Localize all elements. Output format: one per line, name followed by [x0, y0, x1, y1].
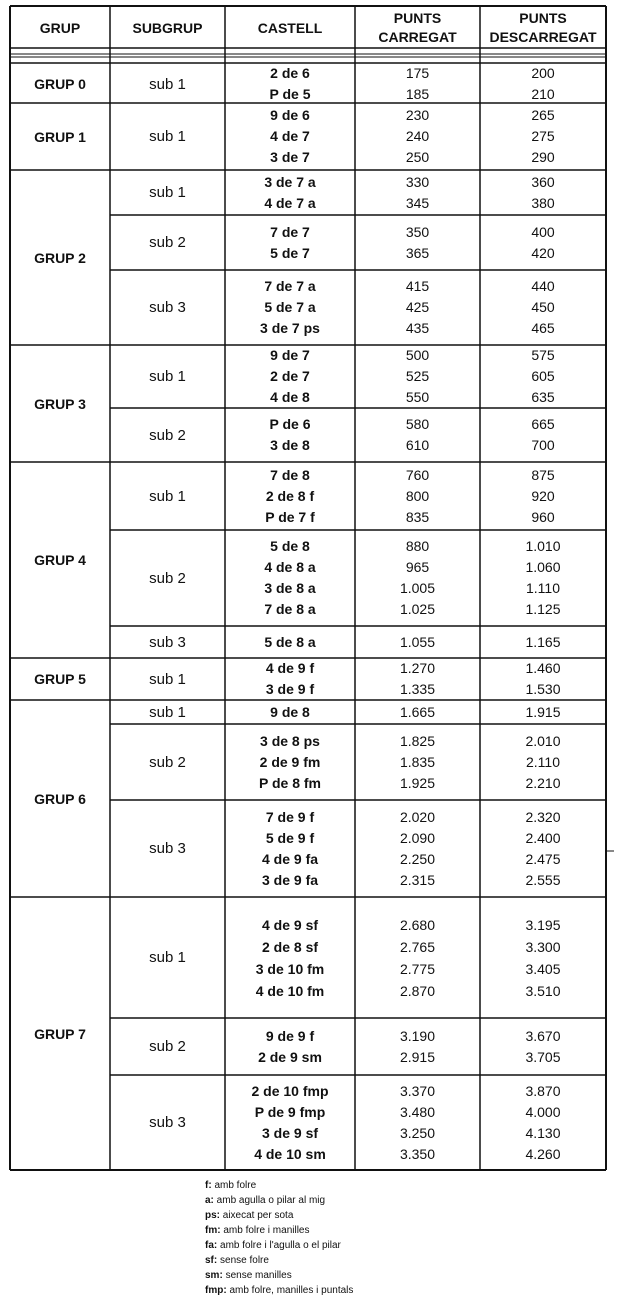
header-descarregat-line-1: PUNTS: [519, 10, 567, 26]
subgroup-cell: [110, 800, 225, 897]
points-carregat: 230: [405, 107, 430, 123]
points-descarregat: 1.125: [525, 601, 561, 617]
subgroup-cell: [110, 1075, 225, 1170]
subgroup-label: sub 1: [149, 128, 186, 145]
subgroup-cell: [110, 724, 225, 800]
descarregat-cell: [480, 1018, 606, 1075]
points-carregat: 550: [405, 389, 430, 405]
carregat-cell: [355, 897, 480, 1018]
castell-cell: [225, 345, 355, 408]
subgroup-cell: [110, 345, 225, 408]
points-carregat: 835: [405, 508, 430, 525]
castell-name: 4 de 7 a: [264, 194, 316, 211]
points-descarregat: 440: [531, 278, 555, 294]
points-carregat: 800: [405, 487, 430, 504]
castell-name: P de 7 f: [265, 508, 315, 525]
legend-abbreviation: sm:: [205, 1270, 223, 1281]
subgroup-label: sub 1: [149, 670, 186, 688]
carregat-cell: [355, 724, 480, 800]
subgroup-label: sub 1: [149, 184, 186, 201]
carregat-cell: [355, 408, 480, 462]
castell-name: 2 de 8 sf: [261, 938, 319, 955]
castell-name: 4 de 9 f: [265, 660, 315, 676]
castell-name: 2 de 9 sm: [258, 1048, 322, 1065]
legend-entry: [205, 1238, 353, 1253]
descarregat-cell: [480, 270, 606, 345]
carregat-cell: [355, 170, 480, 215]
points-carregat: 525: [405, 368, 430, 384]
points-descarregat: 420: [531, 244, 555, 261]
castell-name: 9 de 7: [270, 347, 310, 363]
legend-abbreviation: a:: [205, 1195, 214, 1206]
abbreviation-legend: [205, 1178, 353, 1298]
castell-name: 4 de 7: [270, 128, 310, 144]
subgroup-label: sub 2: [149, 1038, 186, 1055]
points-carregat: 1.665: [399, 703, 436, 720]
points-carregat: 1.835: [399, 753, 436, 770]
subgroup-cell: [110, 462, 225, 530]
subgroup-label: sub 1: [149, 949, 186, 966]
points-carregat: 880: [405, 538, 430, 554]
points-descarregat: 4.130: [525, 1124, 561, 1141]
castell-name: 3 de 8: [270, 437, 310, 453]
descarregat-cell: [480, 658, 606, 700]
group-label: GRUP 1: [34, 128, 86, 145]
header-grup-label: GRUP: [39, 19, 81, 36]
points-descarregat: 920: [531, 487, 555, 504]
subgroup-label: sub 1: [149, 703, 186, 721]
points-carregat: 965: [405, 559, 430, 575]
points-descarregat: 960: [531, 508, 555, 525]
points-carregat: 3.370: [399, 1082, 436, 1099]
castell-name: P de 6: [269, 416, 311, 432]
castell-name: 2 de 9 fm: [259, 753, 321, 770]
points-carregat: 240: [405, 128, 430, 144]
group-cell: [10, 700, 110, 897]
descarregat-cell: [480, 103, 606, 170]
castell-name: 9 de 8: [270, 703, 310, 720]
group-cell: [10, 897, 110, 1170]
descarregat-cell: [480, 800, 606, 897]
castell-name: 3 de 9 fa: [261, 871, 319, 888]
points-descarregat: 210: [531, 86, 555, 102]
points-descarregat: 1.165: [525, 633, 561, 650]
points-descarregat: 2.320: [525, 808, 561, 825]
points-carregat: 500: [405, 347, 430, 363]
castell-name: 2 de 6: [270, 65, 310, 81]
points-carregat: 415: [405, 278, 430, 294]
header-subgrup: [110, 8, 225, 48]
castell-cell: [225, 1075, 355, 1170]
legend-description: amb folre i manilles: [220, 1225, 310, 1236]
castell-cell: [225, 103, 355, 170]
points-carregat: 2.765: [399, 938, 436, 955]
points-descarregat: 1.010: [525, 538, 561, 554]
group-cell: [10, 170, 110, 345]
points-descarregat: 2.475: [525, 850, 561, 867]
descarregat-cell: [480, 345, 606, 408]
group-label: GRUP 6: [34, 790, 86, 807]
points-descarregat: 1.915: [525, 703, 561, 720]
castell-name: 4 de 8 a: [264, 559, 316, 575]
descarregat-cell: [480, 724, 606, 800]
legend-entry: [205, 1223, 353, 1238]
header-castell: [225, 8, 355, 48]
castell-cell: [225, 700, 355, 724]
carregat-cell: [355, 215, 480, 270]
points-descarregat: 1.460: [525, 660, 561, 676]
carregat-cell: [355, 103, 480, 170]
castell-name: 7 de 9 f: [265, 808, 315, 825]
legend-abbreviation: fmp:: [205, 1285, 227, 1296]
legend-abbreviation: fm:: [205, 1225, 221, 1236]
subgroup-cell: [110, 65, 225, 103]
castell-cell: [225, 270, 355, 345]
points-carregat: 175: [405, 65, 430, 81]
castell-cell: [225, 530, 355, 626]
legend-entry: [205, 1253, 353, 1268]
points-descarregat: 2.400: [525, 829, 561, 846]
legend-description: amb agulla o pilar al mig: [213, 1195, 326, 1206]
subgroup-cell: [110, 530, 225, 626]
group-cell: [10, 345, 110, 462]
points-carregat: 185: [405, 86, 430, 102]
points-descarregat: 200: [531, 65, 555, 81]
points-descarregat: 275: [531, 128, 555, 144]
castell-cell: [225, 724, 355, 800]
points-descarregat: 2.110: [526, 753, 560, 770]
points-descarregat: 575: [531, 347, 555, 363]
legend-abbreviation: fa:: [205, 1240, 218, 1251]
group-label: GRUP 5: [34, 671, 86, 687]
points-descarregat: 2.210: [525, 774, 561, 791]
castell-cell: [225, 897, 355, 1018]
points-descarregat: 1.060: [525, 559, 561, 575]
castell-name: 9 de 9 f: [265, 1027, 315, 1044]
castell-cell: [225, 658, 355, 700]
points-descarregat: 3.510: [525, 982, 561, 999]
points-carregat: 250: [405, 149, 430, 165]
points-descarregat: 360: [531, 173, 555, 190]
castell-name: 2 de 8 f: [265, 487, 315, 504]
group-cell: [10, 103, 110, 170]
legend-entry: [205, 1208, 353, 1223]
points-carregat: 350: [405, 223, 430, 240]
legend-description: amb folre, manilles i puntals: [226, 1285, 354, 1296]
group-label: GRUP 0: [34, 76, 86, 92]
group-cell: [10, 658, 110, 700]
header-grup: [10, 8, 110, 48]
subgroup-label: sub 1: [149, 487, 186, 505]
points-descarregat: 450: [531, 299, 555, 315]
subgroup-cell: [110, 170, 225, 215]
castell-cell: [225, 65, 355, 103]
subgroup-cell: [110, 700, 225, 724]
group-label: GRUP 7: [34, 1025, 86, 1042]
points-carregat: 425: [405, 299, 430, 315]
castell-cell: [225, 215, 355, 270]
points-carregat: 580: [405, 416, 430, 432]
castell-name: 3 de 9 sf: [261, 1124, 319, 1141]
castell-cell: [225, 800, 355, 897]
group-cell: [10, 462, 110, 658]
descarregat-cell: [480, 170, 606, 215]
subgroup-cell: [110, 103, 225, 170]
castell-name: 3 de 7 ps: [260, 320, 320, 336]
legend-description: sense manilles: [222, 1270, 292, 1281]
subgroup-label: sub 3: [149, 840, 186, 857]
points-carregat: 3.350: [399, 1145, 436, 1162]
header-punts-descarregat: [480, 8, 606, 48]
group-label: GRUP 2: [34, 249, 86, 266]
subgroup-cell: [110, 897, 225, 1018]
descarregat-cell: [480, 1075, 606, 1170]
subgroup-cell: [110, 1018, 225, 1075]
castell-name: 9 de 6: [270, 107, 310, 123]
castell-name: 5 de 7: [270, 244, 310, 261]
carregat-cell: [355, 1018, 480, 1075]
group-label: GRUP 3: [34, 395, 86, 412]
points-carregat: 2.250: [399, 850, 436, 867]
legend-description: aixecat per sota: [220, 1210, 294, 1221]
points-descarregat: 700: [531, 437, 555, 453]
carregat-cell: [355, 800, 480, 897]
descarregat-cell: [480, 408, 606, 462]
header-subgrup-label: SUBGRUP: [132, 19, 203, 36]
castell-name: 7 de 8 a: [264, 601, 316, 617]
points-descarregat: 265: [531, 107, 555, 123]
subgroup-label: sub 2: [149, 569, 186, 587]
castell-name: 4 de 9 sf: [261, 916, 319, 933]
points-descarregat: 635: [531, 389, 555, 405]
castell-name: 4 de 8: [270, 389, 310, 405]
carregat-cell: [355, 700, 480, 724]
header-descarregat-line-2: DESCARREGAT: [489, 29, 597, 45]
castell-name: 2 de 7: [270, 368, 310, 384]
castell-name: 3 de 10 fm: [255, 960, 325, 977]
points-carregat: 1.825: [399, 732, 436, 749]
points-carregat: 2.020: [399, 808, 436, 825]
castell-cell: [225, 408, 355, 462]
castell-name: 4 de 10 fm: [255, 982, 325, 999]
points-carregat: 3.480: [399, 1103, 436, 1120]
carregat-cell: [355, 270, 480, 345]
subgroup-label: sub 1: [149, 368, 186, 385]
subgroup-cell: [110, 658, 225, 700]
castell-name: 5 de 9 f: [265, 829, 315, 846]
subgroup-label: sub 3: [149, 633, 186, 651]
points-carregat: 330: [405, 173, 430, 190]
points-descarregat: 400: [531, 223, 555, 240]
points-carregat: 610: [405, 437, 430, 453]
subgroup-cell: [110, 626, 225, 658]
castell-name: P de 9 fmp: [254, 1103, 326, 1120]
descarregat-cell: [480, 65, 606, 103]
descarregat-cell: [480, 462, 606, 530]
points-descarregat: 2.555: [525, 871, 561, 888]
castell-name: 7 de 8: [270, 466, 310, 483]
legend-description: sense folre: [217, 1255, 269, 1266]
points-carregat: 2.915: [399, 1048, 436, 1065]
points-descarregat: 465: [531, 320, 555, 336]
points-carregat: 2.870: [399, 982, 436, 999]
castell-name: 5 de 8: [270, 538, 310, 554]
carregat-cell: [355, 1075, 480, 1170]
subgroup-cell: [110, 270, 225, 345]
points-carregat: 2.090: [399, 829, 436, 846]
points-carregat: 1.005: [399, 580, 436, 596]
points-descarregat: 4.000: [525, 1103, 561, 1120]
points-carregat: 1.270: [399, 660, 436, 676]
points-carregat: 1.055: [399, 633, 436, 650]
castell-name: 5 de 8 a: [264, 633, 316, 650]
descarregat-cell: [480, 626, 606, 658]
carregat-cell: [355, 65, 480, 103]
subgroup-label: sub 1: [149, 75, 186, 93]
subgroup-label: sub 2: [149, 234, 186, 251]
castell-name: 7 de 7 a: [264, 278, 316, 294]
castell-name: 4 de 10 sm: [254, 1145, 326, 1162]
castell-cell: [225, 170, 355, 215]
castell-name: 3 de 7 a: [264, 173, 316, 190]
points-carregat: 1.925: [399, 774, 436, 791]
descarregat-cell: [480, 530, 606, 626]
group-cell: [10, 65, 110, 103]
legend-entry: [205, 1268, 353, 1283]
legend-abbreviation: ps:: [205, 1210, 220, 1221]
carregat-cell: [355, 462, 480, 530]
subgroup-cell: [110, 215, 225, 270]
castell-name: 4 de 9 fa: [261, 850, 319, 867]
castell-name: 5 de 7 a: [264, 299, 316, 315]
points-carregat: 435: [405, 320, 430, 336]
descarregat-cell: [480, 215, 606, 270]
points-descarregat: 605: [531, 368, 555, 384]
castell-cell: [225, 626, 355, 658]
points-descarregat: 380: [531, 194, 555, 211]
legend-description: amb folre i l'agulla o el pilar: [217, 1240, 341, 1251]
points-carregat: 2.775: [399, 960, 436, 977]
points-descarregat: 4.260: [525, 1145, 561, 1162]
points-carregat: 345: [405, 194, 430, 211]
header-punts-carregat: [355, 8, 480, 48]
legend-abbreviation: sf:: [205, 1255, 218, 1266]
header-carregat-line-2: CARREGAT: [378, 29, 457, 45]
points-carregat: 3.250: [399, 1124, 436, 1141]
legend-entry: [205, 1283, 353, 1298]
points-descarregat: 2.010: [525, 732, 561, 749]
carregat-cell: [355, 345, 480, 408]
castell-name: 3 de 7: [270, 149, 310, 165]
castell-name: P de 8 fm: [259, 774, 321, 791]
castell-name: 3 de 9 f: [265, 681, 315, 697]
points-carregat: 2.680: [399, 916, 436, 933]
castell-name: 7 de 7: [270, 223, 310, 240]
subgroup-label: sub 2: [149, 753, 186, 771]
header-carregat-line-1: PUNTS: [393, 10, 442, 26]
points-descarregat: 3.405: [525, 960, 561, 977]
points-descarregat: 3.670: [525, 1027, 561, 1044]
points-descarregat: 1.110: [526, 580, 560, 596]
castell-cell: [225, 1018, 355, 1075]
castell-name: 3 de 8 ps: [260, 732, 320, 749]
points-descarregat: 3.300: [525, 938, 561, 955]
carregat-cell: [355, 530, 480, 626]
points-descarregat: 290: [531, 149, 555, 165]
castell-name: P de 5: [269, 86, 311, 102]
carregat-cell: [355, 658, 480, 700]
points-carregat: 760: [405, 466, 430, 483]
descarregat-cell: [480, 897, 606, 1018]
legend-entry: [205, 1178, 353, 1193]
header-castell-label: CASTELL: [257, 19, 323, 36]
descarregat-cell: [480, 700, 606, 724]
subgroup-cell: [110, 408, 225, 462]
subgroup-label: sub 2: [149, 426, 186, 444]
castell-name: 2 de 10 fmp: [251, 1082, 329, 1099]
legend-entry: [205, 1193, 353, 1208]
carregat-cell: [355, 626, 480, 658]
points-carregat: 2.315: [399, 871, 436, 888]
subgroup-label: sub 3: [149, 299, 186, 316]
points-descarregat: 3.870: [525, 1082, 561, 1099]
points-descarregat: 1.530: [525, 681, 561, 697]
points-carregat: 3.190: [399, 1027, 436, 1044]
points-carregat: 365: [405, 244, 430, 261]
castell-cell: [225, 462, 355, 530]
group-label: GRUP 4: [34, 552, 86, 568]
points-carregat: 1.025: [399, 601, 436, 617]
legend-abbreviation: f:: [205, 1180, 212, 1191]
points-descarregat: 3.195: [525, 916, 561, 933]
points-descarregat: 3.705: [525, 1048, 561, 1065]
legend-description: amb folre: [211, 1180, 257, 1191]
castell-name: 3 de 8 a: [264, 580, 316, 596]
points-carregat: 1.335: [399, 681, 436, 697]
subgroup-label: sub 3: [149, 1114, 186, 1131]
points-descarregat: 665: [531, 416, 555, 432]
points-descarregat: 875: [531, 466, 555, 483]
